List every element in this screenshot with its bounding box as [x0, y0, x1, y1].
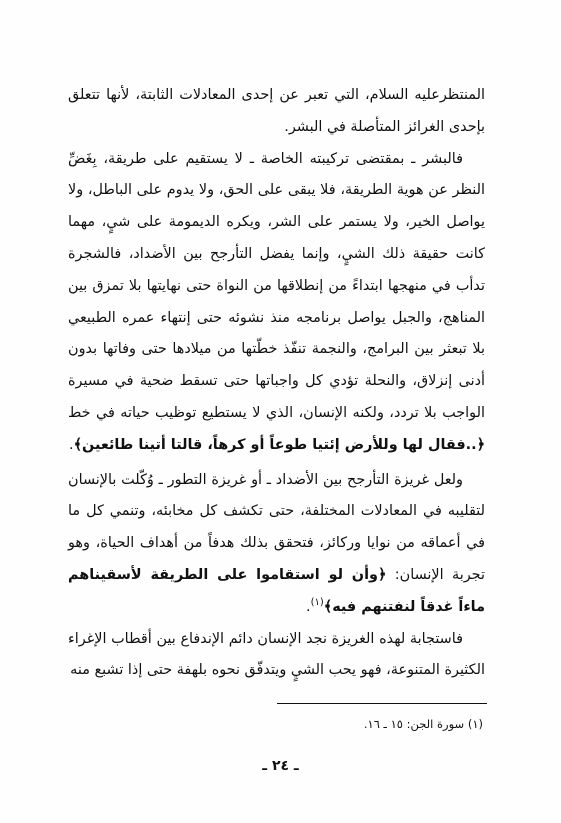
- text-run: ولعل غريزة التأرجح بين الأضداد ـ أو غريزة التطور ـ وُكّلت بالإنسان لتقليبه في المعادلات المختلفة، حتى تكشف كل مخابئه، وتنمي كل ما في أعماقه من نوايا وركائز، فتحقق بذلك هدفاً من أهداف الحياة، وهو تجربة الإنسان:: [68, 471, 485, 583]
- paragraph: [68, 624, 485, 688]
- text-run: المنتظر: [439, 87, 485, 103]
- footnote-divider: [277, 703, 487, 704]
- footnote: (١) سورة الجن: ١٥ ـ ١٦.: [363, 717, 483, 731]
- text-run: .: [306, 598, 311, 615]
- page-number: ـ ٢٤ ـ: [262, 758, 299, 774]
- text-run: فاستجابة لهذه الغريزة نجد الإنسان دائم الإندفاع بين أقطاب الإغراء الكثيرة المتنوعة، فهو يحب الشيٍ ويتدفّق نحوه بلهفة حتى إذا تشبع منه: [68, 630, 485, 679]
- quran-verse: ﴿..فقال لها وللأرض إئتيا طوعاً أو كرهاً، قالتا أتينا طائعين﴾: [73, 436, 485, 453]
- footnote-marker: (١): [310, 596, 324, 608]
- body-text: [68, 80, 485, 687]
- text-run: ، التي تعبر عن إحدى المعادلات الثابتة، لأنها تتعلق بإحدى الغرائز المتأصلة في البشر.: [68, 87, 485, 135]
- paragraph: [68, 80, 485, 144]
- paragraph: [68, 144, 485, 462]
- honorific-glyph: عليه السلام: [369, 87, 440, 103]
- text-run: فالبشر ـ بمقتضى تركيبته الخاصة ـ لا يستقيم على طريقة، بِغَضِّ النظر عن هوية الطريقة، فلا يبقى على الحق، ولا يدوم على الباطل، ولا يواصل الخير، ولا يستمر على الشر، ويكره الديمومة على شيٍ، مهما كانت حقيقة ذلك الشيٍ، وإنما يفضل التأرجح بين الأضداد، فالشجرة تدأب في منهجها ابتداءً من إنطلاقها من النواة حتى نهايتها بلا تمزق بين المناهج، والجبل يواصل برنامجه منذ نشوئه حتى إنتهاء عمره الطبيعي بلا تبعثر بين البرامج، والنجمة تنفّذ خطّتها من ميلادها حتى وفاتها بدون أدنى إنزلاق، والنحلة تؤدي كل واجباتها حتى تسقط ضحية في مسيرة الواجب بلا تردد، ولكنه الإنسان، الذي لا يستطيع توظيب حياته في خط: [68, 150, 485, 421]
- quran-verse: ﴿وأن لو استقاموا على الطريقة لأسقيناهم ماءاً غدقاً لنفتنهم فيه﴾: [68, 566, 485, 615]
- text-run: .: [68, 436, 74, 453]
- paragraph: [68, 465, 485, 624]
